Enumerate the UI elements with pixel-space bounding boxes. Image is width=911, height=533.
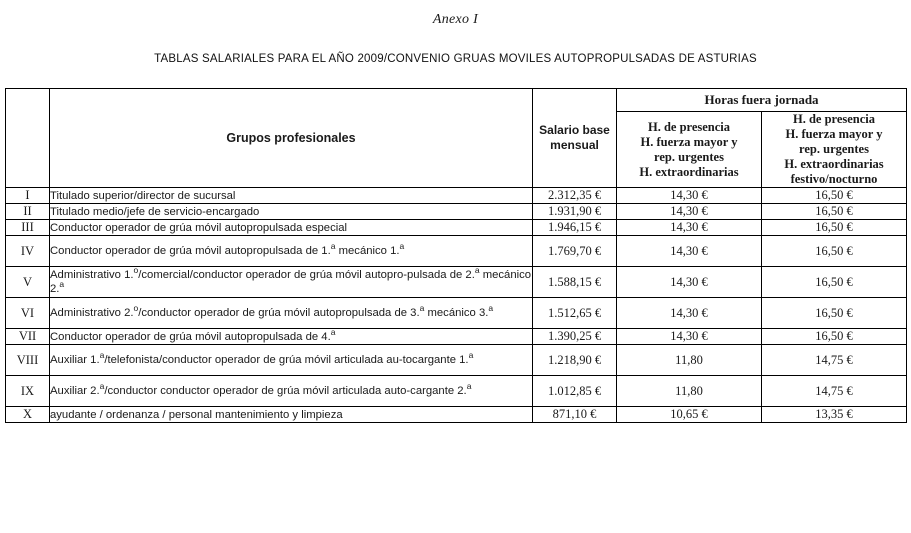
header-horas2-line2: H. fuerza mayor y (785, 127, 883, 141)
row-salary: 871,10 € (533, 407, 617, 423)
row-salary: 1.769,70 € (533, 236, 617, 267)
row-description: Auxiliar 1.$^a$/telefonista/conductor operador de grúa móvil articulada au-tocargante 1.$^a$ (50, 345, 533, 376)
row-hours-festivo: 16,50 € (762, 236, 907, 267)
header-horas2-line3: rep. urgentes (799, 142, 869, 156)
row-salary: 1.218,90 € (533, 345, 617, 376)
row-number: IV (6, 236, 50, 267)
row-hours-festivo: 16,50 € (762, 220, 907, 236)
row-hours-festivo: 16,50 € (762, 188, 907, 204)
table-row (6, 220, 907, 236)
table-row (6, 376, 907, 407)
row-number: II (6, 204, 50, 220)
row-number: VI (6, 298, 50, 329)
table-body (6, 188, 907, 423)
row-number: X (6, 407, 50, 423)
row-hours-presencia: 14,30 € (617, 267, 762, 298)
header-cell-number (6, 89, 50, 188)
salary-table (5, 88, 907, 423)
table-row (6, 267, 907, 298)
row-number: III (6, 220, 50, 236)
table-row (6, 188, 907, 204)
row-description: Administrativo 1.$^o$/comercial/conductor operador de grúa móvil autopro-pulsada de 2.$^a$ mecánico 2.$^a$ (50, 267, 533, 298)
row-salary: 2.312,35 € (533, 188, 617, 204)
header-cell-salary (533, 89, 617, 188)
row-description: Conductor operador de grúa móvil autopropulsada de 4.$^a$ (50, 329, 533, 345)
row-hours-presencia: 14,30 € (617, 204, 762, 220)
page-title: Anexo I (432, 12, 479, 27)
row-hours-presencia: 14,30 € (617, 298, 762, 329)
row-hours-presencia: 14,30 € (617, 188, 762, 204)
row-hours-festivo: 13,35 € (762, 407, 907, 423)
row-description: Titulado superior/director de sucursal (50, 188, 533, 204)
row-description: Conductor operador de grúa móvil autopropulsada especial (50, 220, 533, 236)
header-cell-horas-1 (617, 112, 762, 188)
row-description: Auxiliar 2.$^a$/conductor conductor operador de grúa móvil articulada auto-cargante 2.$^a$ (50, 376, 533, 407)
header-salary-line1: Salario base mensual (539, 123, 610, 152)
table-row (6, 204, 907, 220)
row-description: Titulado medio/jefe de servicio-encargado (50, 204, 533, 220)
header-horas1-line3: rep. urgentes (654, 149, 724, 164)
row-hours-presencia: 14,30 € (617, 329, 762, 345)
header-cell-horas-span: Horas fuera jornada (617, 89, 907, 112)
table-row (6, 298, 907, 329)
row-hours-presencia: 11,80 (617, 376, 762, 407)
row-salary: 1.012,85 € (533, 376, 617, 407)
table-header-row-1 (6, 89, 907, 112)
row-number: IX (6, 376, 50, 407)
header-horas2-line4: H. extraordinarias (784, 157, 884, 171)
row-hours-festivo: 16,50 € (762, 267, 907, 298)
row-hours-festivo: 16,50 € (762, 329, 907, 345)
row-description: Administrativo 2.$^o$/conductor operador de grúa móvil autopropulsada de 3.$^a$ mecánico 3.$^a$ (50, 298, 533, 329)
row-hours-presencia: 10,65 € (617, 407, 762, 423)
header-horas1-line1: H. de presencia (647, 119, 731, 134)
row-description: Conductor operador de grúa móvil autopropulsada de 1.$^a$ mecánico 1.$^a$ (50, 236, 533, 267)
header-horas1-line2: H. fuerza mayor y (640, 134, 738, 149)
row-number: V (6, 267, 50, 298)
row-salary: 1.512,65 € (533, 298, 617, 329)
header-horas2-line1: H. de presencia (792, 112, 876, 126)
table-row (6, 236, 907, 267)
header-cell-horas-2 (762, 112, 907, 188)
row-hours-presencia: 14,30 € (617, 220, 762, 236)
header-horas2-line5: festivo/nocturno (790, 172, 878, 186)
document-subtitle: TABLAS SALARIALES PARA EL AÑO 2009/CONVENIO GRUAS MOVILES AUTOPROPULSADAS DE ASTURIAS (154, 53, 757, 65)
table-row (6, 407, 907, 423)
row-number: VII (6, 329, 50, 345)
row-number: I (6, 188, 50, 204)
row-hours-festivo: 16,50 € (762, 298, 907, 329)
row-hours-festivo: 16,50 € (762, 204, 907, 220)
row-hours-festivo: 14,75 € (762, 345, 907, 376)
row-salary: 1.588,15 € (533, 267, 617, 298)
table-row (6, 329, 907, 345)
table-header (6, 89, 907, 188)
salary-table-container (0, 88, 911, 423)
document-page (0, 12, 911, 533)
header-cell-groups: Grupos profesionales (50, 89, 533, 188)
table-row (6, 345, 907, 376)
row-salary: 1.931,90 € (533, 204, 617, 220)
row-salary: 1.390,25 € (533, 329, 617, 345)
row-salary: 1.946,15 € (533, 220, 617, 236)
row-hours-presencia: 11,80 (617, 345, 762, 376)
header-horas1-line4: H. extraordinarias (639, 164, 739, 179)
row-number: VIII (6, 345, 50, 376)
row-hours-festivo: 14,75 € (762, 376, 907, 407)
row-description: ayudante / ordenanza / personal mantenimiento y limpieza (50, 407, 533, 423)
row-hours-presencia: 14,30 € (617, 236, 762, 267)
